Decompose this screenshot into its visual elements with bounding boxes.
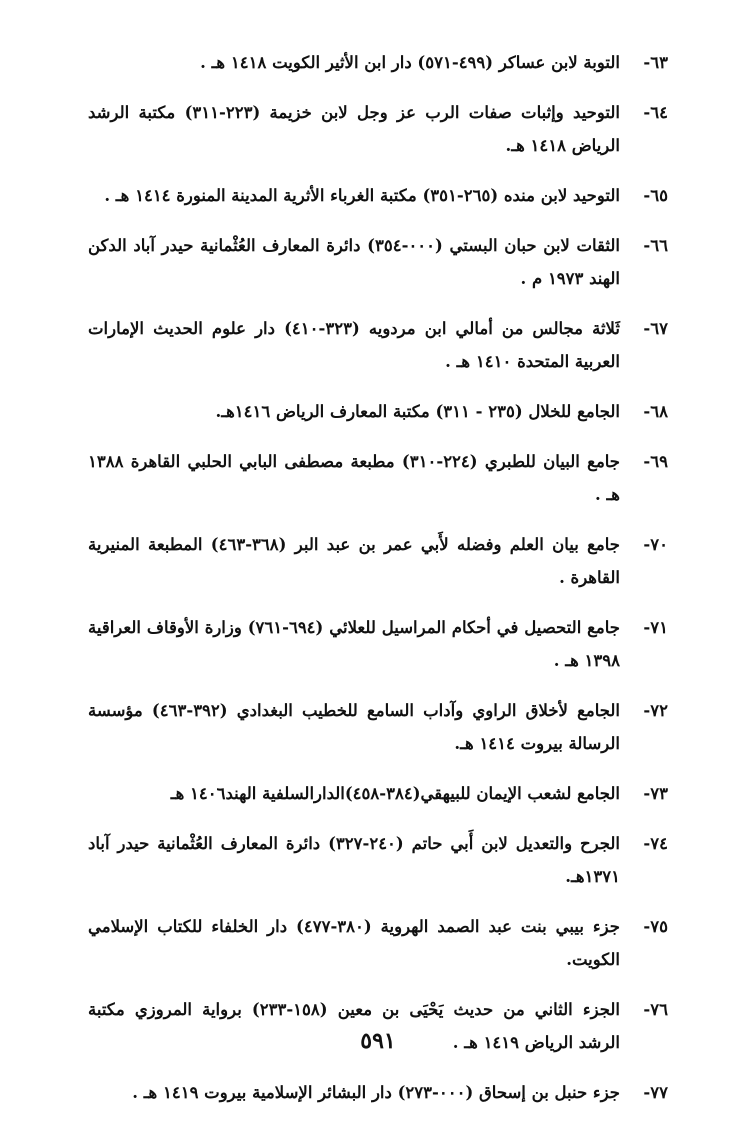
bibliography-entry	[88, 611, 668, 677]
entry-number: ٦٧-	[643, 319, 668, 338]
bibliography-entry	[88, 1076, 668, 1109]
bibliography-entry	[88, 229, 668, 295]
entry-text: الجرح والتعديل لابن أَبي حاتم (٢٤٠-٣٢٧) دائرة المعارف العُثْمانية حيدر آباد ١٣٧١هـ.	[88, 834, 620, 886]
bibliography-entry	[88, 445, 668, 511]
entry-number: ٦٩-	[643, 452, 668, 471]
entry-number: ٦٥-	[643, 186, 668, 205]
entry-number: ٦٨-	[643, 402, 668, 421]
entry-text: ثَلاثة مجالس من أمالي ابن مردويه (٣٢٣-٤١٠) دار علوم الحديث الإمارات العربية المتحدة ١٤١٠ هـ .	[88, 319, 620, 371]
entry-text: الجامع لأخلاق الراوي وآداب السامع للخطيب البغدادي (٣٩٢-٤٦٣) مؤسسة الرسالة بيروت ١٤١٤ هـ.	[88, 701, 620, 753]
bibliography-entry	[88, 395, 668, 428]
entry-number: ٧٤-	[643, 834, 668, 853]
entry-text: جزء حنبل بن إسحاق (٠٠٠-٢٧٣) دار البشائر الإسلامية بيروت ١٤١٩ هـ .	[132, 1083, 620, 1102]
entry-number: ٧٠-	[643, 535, 668, 554]
entry-text: التوبة لابن عساكر (٤٩٩-٥٧١) دار ابن الأثير الكويت ١٤١٨ هـ .	[200, 53, 620, 72]
bibliography-entry	[88, 46, 668, 79]
entry-number: ٦٤-	[643, 103, 668, 122]
bibliography-entry	[88, 96, 668, 162]
entry-number: ٧٣-	[643, 784, 668, 803]
entry-text: جامع البيان للطبري (٢٢٤-٣١٠) مطبعة مصطفى البابي الحلبي القاهرة ١٣٨٨ هـ .	[88, 452, 621, 504]
entry-number: ٦٦-	[643, 236, 668, 255]
bibliography-list	[88, 46, 668, 1126]
bibliography-entry	[88, 179, 668, 212]
entry-number: ٧٢-	[643, 701, 668, 720]
bibliography-entry	[88, 827, 668, 893]
entry-number: ٧٦-	[643, 1000, 668, 1019]
entry-text: التوحيد لابن منده (٢٦٥-٣٥١) مكتبة الغرباء الأثرية المدينة المنورة ١٤١٤ هـ .	[104, 186, 620, 205]
entry-text: الجزء الثاني من حديث يَحْيَى بن معين (١٥٨-٢٣٣) برواية المروزي مكتبة الرشد الرياض ١٤١٩ هـ .	[88, 1000, 621, 1052]
entry-number: ٧١-	[643, 618, 668, 637]
page-number: ٥٩١	[360, 1028, 396, 1054]
bibliography-entry	[88, 312, 668, 378]
entry-number: ٧٧-	[643, 1083, 668, 1102]
entry-text: الجامع للخلال (٢٣٥ - ٣١١) مكتبة المعارف الرياض ١٤١٦هـ.	[215, 402, 620, 421]
entry-text: جامع التحصيل في أحكام المراسيل للعلائي (٦٩٤-٧٦١) وزارة الأوقاف العراقية ١٣٩٨ هـ .	[88, 618, 620, 670]
entry-text: جزء بيبي بنت عبد الصمد الهروية (٣٨٠-٤٧٧) دار الخلفاء للكتاب الإسلامي الكويت.	[88, 917, 620, 969]
entry-text: الجامع لشعب الإيمان للبيهقي(٣٨٤-٤٥٨)الدارالسلفية الهند١٤٠٦ هـ	[170, 784, 620, 803]
bibliography-entry	[88, 910, 668, 976]
entry-text: التوحيد وإثبات صفات الرب عز وجل لابن خزيمة (٢٢٣-٣١١) مكتبة الرشد الرياض ١٤١٨ هـ.	[88, 103, 620, 155]
bibliography-entry	[88, 528, 668, 594]
entry-number: ٧٥-	[643, 917, 668, 936]
entry-number: ٦٣-	[643, 53, 668, 72]
bibliography-entry	[88, 777, 668, 810]
entry-text: الثقات لابن حبان البستي (٠٠٠-٣٥٤) دائرة المعارف العُثْمانية حيدر آباد الدكن الهند ١٩٧٣ م .	[88, 236, 620, 288]
bibliography-entry	[88, 694, 668, 760]
entry-text: جامع بيان العلم وفضله لأَبي عمر بن عبد البر (٣٦٨-٤٦٣) المطبعة المنيرية القاهرة .	[88, 535, 621, 587]
